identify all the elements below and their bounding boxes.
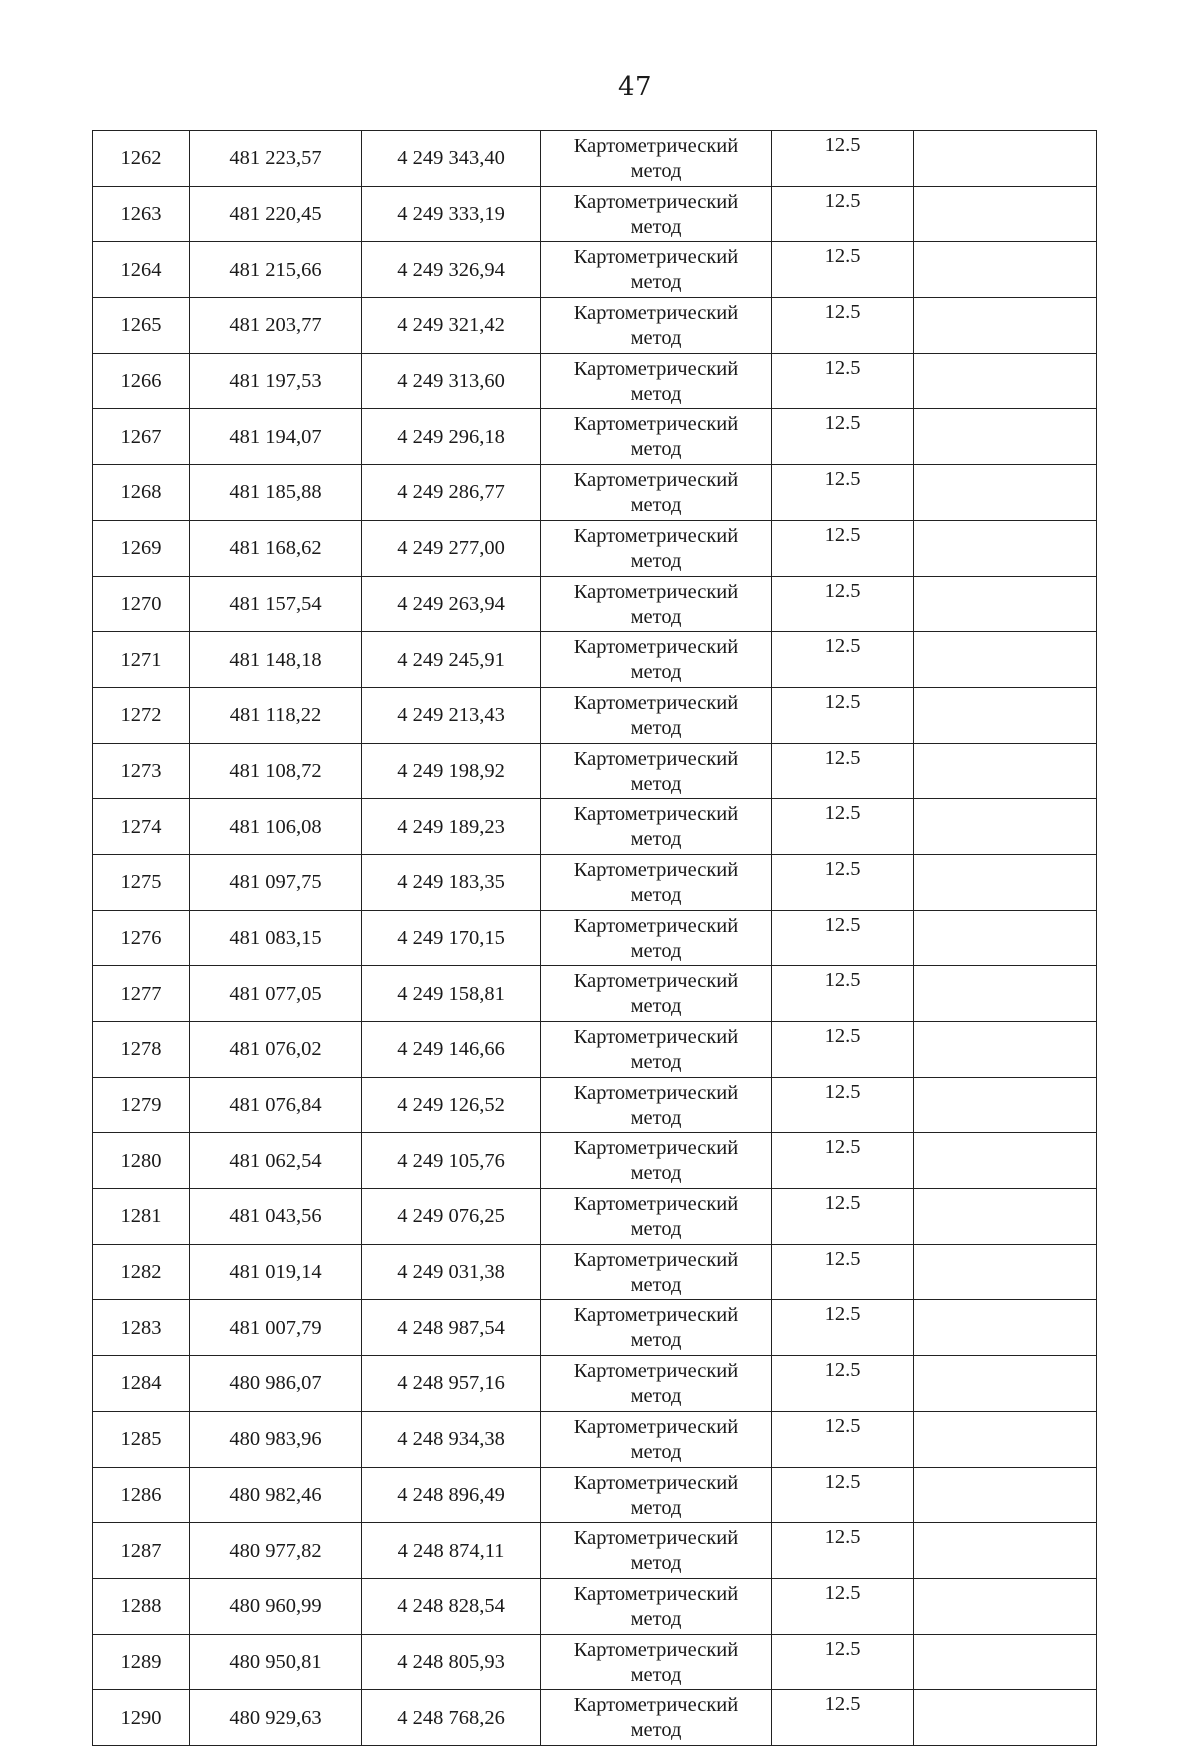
table-row [93, 242, 1097, 298]
point-number-cell: 1285 [93, 1411, 190, 1467]
point-number-cell: 1281 [93, 1189, 190, 1245]
point-number-cell: 1280 [93, 1133, 190, 1189]
method-line1: Картометрический [573, 246, 739, 269]
y-coordinate-cell: 4 249 263,94 [362, 576, 541, 632]
accuracy-cell: 12.5 [772, 687, 914, 743]
point-number-cell: 1276 [93, 910, 190, 966]
empty-cell [914, 1022, 1097, 1078]
table-row [93, 966, 1097, 1022]
method-line2: метод [630, 828, 682, 851]
point-number-cell: 1278 [93, 1022, 190, 1078]
method-cell [541, 465, 772, 521]
method-line1: Картометрический [573, 580, 739, 603]
method-line2: метод [630, 1552, 682, 1575]
x-coordinate-cell: 480 950,81 [190, 1634, 362, 1690]
table-row [93, 1300, 1097, 1356]
table-row [93, 353, 1097, 409]
method-line2: метод [630, 1607, 682, 1630]
point-number-cell: 1283 [93, 1300, 190, 1356]
point-number-cell: 1268 [93, 465, 190, 521]
empty-cell [914, 1077, 1097, 1133]
empty-cell [914, 520, 1097, 576]
y-coordinate-cell: 4 249 343,40 [362, 131, 541, 187]
y-coordinate-cell: 4 248 768,26 [362, 1690, 541, 1746]
method-line1: Картометрический [573, 135, 739, 157]
method-line1: Картометрический [573, 357, 739, 380]
point-number-cell: 1289 [93, 1634, 190, 1690]
method-line1: Картометрический [573, 1582, 739, 1605]
table-row [93, 131, 1097, 187]
method-line1: Картометрический [573, 1193, 739, 1216]
x-coordinate-cell: 481 106,08 [190, 799, 362, 855]
accuracy-cell: 12.5 [772, 1244, 914, 1300]
table-row [93, 1634, 1097, 1690]
y-coordinate-cell: 4 248 874,11 [362, 1523, 541, 1579]
method-cell [541, 1411, 772, 1467]
x-coordinate-cell: 481 118,22 [190, 687, 362, 743]
table-row [93, 1690, 1097, 1746]
table-row [93, 1578, 1097, 1634]
point-number-cell: 1266 [93, 353, 190, 409]
empty-cell [914, 131, 1097, 187]
table-row [93, 1077, 1097, 1133]
method-line1: Картометрический [573, 914, 739, 937]
method-line2: метод [630, 327, 682, 350]
method-line1: Картометрический [573, 302, 739, 325]
method-line2: метод [630, 772, 682, 795]
method-line1: Картометрический [573, 1471, 739, 1494]
accuracy-cell: 12.5 [772, 131, 914, 187]
method-line2: метод [630, 1385, 682, 1408]
point-number-cell: 1262 [93, 131, 190, 187]
method-cell [541, 1077, 772, 1133]
method-line2: метод [630, 1162, 682, 1185]
method-line2: метод [630, 1719, 682, 1742]
accuracy-cell: 12.5 [772, 409, 914, 465]
table-row [93, 1523, 1097, 1579]
method-line1: Картометрический [573, 1415, 739, 1438]
table-row [93, 465, 1097, 521]
method-cell [541, 1189, 772, 1245]
coordinates-table-body [93, 131, 1097, 1746]
accuracy-cell: 12.5 [772, 1690, 914, 1746]
method-cell [541, 1022, 772, 1078]
method-line1: Картометрический [573, 1638, 739, 1661]
point-number-cell: 1263 [93, 186, 190, 242]
y-coordinate-cell: 4 248 987,54 [362, 1300, 541, 1356]
empty-cell [914, 1523, 1097, 1579]
point-number-cell: 1282 [93, 1244, 190, 1300]
y-coordinate-cell: 4 249 326,94 [362, 242, 541, 298]
method-line2: метод [630, 1440, 682, 1463]
method-cell [541, 576, 772, 632]
method-cell [541, 1690, 772, 1746]
point-number-cell: 1274 [93, 799, 190, 855]
method-line1: Картометрический [573, 970, 739, 993]
x-coordinate-cell: 480 983,96 [190, 1411, 362, 1467]
x-coordinate-cell: 481 220,45 [190, 186, 362, 242]
y-coordinate-cell: 4 249 245,91 [362, 632, 541, 688]
x-coordinate-cell: 481 083,15 [190, 910, 362, 966]
table-row [93, 186, 1097, 242]
method-cell [541, 1523, 772, 1579]
empty-cell [914, 1356, 1097, 1412]
x-coordinate-cell: 481 223,57 [190, 131, 362, 187]
method-line2: метод [630, 1218, 682, 1241]
empty-cell [914, 966, 1097, 1022]
accuracy-cell: 12.5 [772, 854, 914, 910]
method-line1: Картометрический [573, 190, 739, 213]
method-line1: Картометрический [573, 524, 739, 547]
empty-cell [914, 1189, 1097, 1245]
empty-cell [914, 1690, 1097, 1746]
y-coordinate-cell: 4 249 076,25 [362, 1189, 541, 1245]
method-line1: Картометрический [573, 1137, 739, 1160]
method-cell [541, 1300, 772, 1356]
x-coordinate-cell: 481 203,77 [190, 298, 362, 354]
method-line2: метод [630, 661, 682, 684]
table-row [93, 687, 1097, 743]
accuracy-cell: 12.5 [772, 966, 914, 1022]
table-row [93, 743, 1097, 799]
empty-cell [914, 242, 1097, 298]
y-coordinate-cell: 4 249 313,60 [362, 353, 541, 409]
empty-cell [914, 353, 1097, 409]
point-number-cell: 1277 [93, 966, 190, 1022]
method-cell [541, 799, 772, 855]
method-cell [541, 409, 772, 465]
point-number-cell: 1290 [93, 1690, 190, 1746]
method-line1: Картометрический [573, 1360, 739, 1383]
y-coordinate-cell: 4 249 213,43 [362, 687, 541, 743]
empty-cell [914, 632, 1097, 688]
table-row [93, 632, 1097, 688]
x-coordinate-cell: 481 097,75 [190, 854, 362, 910]
y-coordinate-cell: 4 249 170,15 [362, 910, 541, 966]
accuracy-cell: 12.5 [772, 186, 914, 242]
method-line2: метод [630, 1051, 682, 1073]
point-number-cell: 1279 [93, 1077, 190, 1133]
y-coordinate-cell: 4 249 105,76 [362, 1133, 541, 1189]
point-number-cell: 1287 [93, 1523, 190, 1579]
empty-cell [914, 1411, 1097, 1467]
x-coordinate-cell: 480 977,82 [190, 1523, 362, 1579]
empty-cell [914, 576, 1097, 632]
method-line2: метод [630, 1329, 682, 1352]
accuracy-cell: 12.5 [772, 520, 914, 576]
method-cell [541, 298, 772, 354]
accuracy-cell: 12.5 [772, 1634, 914, 1690]
point-number-cell: 1288 [93, 1578, 190, 1634]
x-coordinate-cell: 481 108,72 [190, 743, 362, 799]
method-line1: Картометрический [573, 1527, 739, 1550]
table-row [93, 799, 1097, 855]
method-cell [541, 1133, 772, 1189]
table-row [93, 854, 1097, 910]
empty-cell [914, 1133, 1097, 1189]
method-line1: Картометрический [573, 858, 739, 881]
table-row [93, 910, 1097, 966]
accuracy-cell: 12.5 [772, 353, 914, 409]
y-coordinate-cell: 4 249 158,81 [362, 966, 541, 1022]
y-coordinate-cell: 4 249 333,19 [362, 186, 541, 242]
table-row [93, 1467, 1097, 1523]
method-line1: Картометрический [573, 1248, 739, 1271]
method-cell [541, 910, 772, 966]
method-line1: Картометрический [573, 469, 739, 492]
y-coordinate-cell: 4 249 189,23 [362, 799, 541, 855]
point-number-cell: 1284 [93, 1356, 190, 1412]
coordinates-table [92, 130, 1097, 1746]
method-line2: метод [630, 1106, 682, 1129]
point-number-cell: 1275 [93, 854, 190, 910]
x-coordinate-cell: 480 982,46 [190, 1467, 362, 1523]
y-coordinate-cell: 4 248 828,54 [362, 1578, 541, 1634]
method-cell [541, 743, 772, 799]
accuracy-cell: 12.5 [772, 298, 914, 354]
y-coordinate-cell: 4 249 183,35 [362, 854, 541, 910]
empty-cell [914, 910, 1097, 966]
method-line2: метод [630, 883, 682, 906]
y-coordinate-cell: 4 249 031,38 [362, 1244, 541, 1300]
table-row [93, 1244, 1097, 1300]
method-line1: Картометрический [573, 803, 739, 826]
point-number-cell: 1270 [93, 576, 190, 632]
accuracy-cell: 12.5 [772, 576, 914, 632]
method-line2: метод [630, 605, 682, 628]
x-coordinate-cell: 481 007,79 [190, 1300, 362, 1356]
empty-cell [914, 1300, 1097, 1356]
x-coordinate-cell: 481 019,14 [190, 1244, 362, 1300]
accuracy-cell: 12.5 [772, 1467, 914, 1523]
table-row [93, 576, 1097, 632]
x-coordinate-cell: 480 929,63 [190, 1690, 362, 1746]
point-number-cell: 1269 [93, 520, 190, 576]
accuracy-cell: 12.5 [772, 1077, 914, 1133]
method-cell [541, 1634, 772, 1690]
table-row [93, 1189, 1097, 1245]
method-cell [541, 1244, 772, 1300]
point-number-cell: 1265 [93, 298, 190, 354]
y-coordinate-cell: 4 249 296,18 [362, 409, 541, 465]
y-coordinate-cell: 4 249 146,66 [362, 1022, 541, 1078]
method-line2: метод [630, 438, 682, 461]
page-number: 47 [617, 72, 653, 102]
point-number-cell: 1264 [93, 242, 190, 298]
method-line2: метод [630, 1496, 682, 1519]
method-line1: Картометрический [573, 1304, 739, 1327]
accuracy-cell: 12.5 [772, 465, 914, 521]
method-line2: метод [630, 215, 682, 238]
x-coordinate-cell: 481 062,54 [190, 1133, 362, 1189]
method-cell [541, 1356, 772, 1412]
empty-cell [914, 409, 1097, 465]
accuracy-cell: 12.5 [772, 1578, 914, 1634]
method-line1: Картометрический [573, 636, 739, 659]
empty-cell [914, 1578, 1097, 1634]
y-coordinate-cell: 4 249 126,52 [362, 1077, 541, 1133]
accuracy-cell: 12.5 [772, 1411, 914, 1467]
method-line2: метод [630, 1273, 682, 1296]
empty-cell [914, 743, 1097, 799]
point-number-cell: 1273 [93, 743, 190, 799]
x-coordinate-cell: 480 986,07 [190, 1356, 362, 1412]
method-cell [541, 1467, 772, 1523]
accuracy-cell: 12.5 [772, 1300, 914, 1356]
y-coordinate-cell: 4 249 198,92 [362, 743, 541, 799]
accuracy-cell: 12.5 [772, 632, 914, 688]
table-row [93, 1022, 1097, 1078]
method-line2: метод [630, 549, 682, 572]
accuracy-cell: 12.5 [772, 242, 914, 298]
table-row [93, 1133, 1097, 1189]
y-coordinate-cell: 4 249 286,77 [362, 465, 541, 521]
x-coordinate-cell: 481 185,88 [190, 465, 362, 521]
method-line1: Картометрический [573, 747, 739, 770]
method-line2: метод [630, 939, 682, 962]
y-coordinate-cell: 4 248 805,93 [362, 1634, 541, 1690]
accuracy-cell: 12.5 [772, 1523, 914, 1579]
method-cell [541, 687, 772, 743]
table-row [93, 520, 1097, 576]
table-row [93, 409, 1097, 465]
empty-cell [914, 1634, 1097, 1690]
empty-cell [914, 186, 1097, 242]
empty-cell [914, 465, 1097, 521]
point-number-cell: 1267 [93, 409, 190, 465]
accuracy-cell: 12.5 [772, 1189, 914, 1245]
accuracy-cell: 12.5 [772, 1356, 914, 1412]
x-coordinate-cell: 480 960,99 [190, 1578, 362, 1634]
empty-cell [914, 687, 1097, 743]
empty-cell [914, 1244, 1097, 1300]
x-coordinate-cell: 481 076,84 [190, 1077, 362, 1133]
method-line1: Картометрический [573, 691, 739, 714]
method-cell [541, 632, 772, 688]
accuracy-cell: 12.5 [772, 1022, 914, 1078]
method-cell [541, 520, 772, 576]
point-number-cell: 1272 [93, 687, 190, 743]
y-coordinate-cell: 4 248 896,49 [362, 1467, 541, 1523]
accuracy-cell: 12.5 [772, 743, 914, 799]
method-line1: Картометрический [573, 1694, 739, 1717]
point-number-cell: 1286 [93, 1467, 190, 1523]
y-coordinate-cell: 4 248 957,16 [362, 1356, 541, 1412]
method-line1: Картометрический [573, 413, 739, 436]
method-line1: Картометрический [573, 1081, 739, 1104]
empty-cell [914, 298, 1097, 354]
method-cell [541, 131, 772, 187]
x-coordinate-cell: 481 077,05 [190, 966, 362, 1022]
x-coordinate-cell: 481 194,07 [190, 409, 362, 465]
x-coordinate-cell: 481 157,54 [190, 576, 362, 632]
method-line2: метод [630, 716, 682, 739]
method-line2: метод [630, 271, 682, 294]
empty-cell [914, 854, 1097, 910]
method-line2: метод [630, 494, 682, 517]
y-coordinate-cell: 4 248 934,38 [362, 1411, 541, 1467]
method-cell [541, 242, 772, 298]
method-cell [541, 353, 772, 409]
x-coordinate-cell: 481 197,53 [190, 353, 362, 409]
table-row [93, 1411, 1097, 1467]
accuracy-cell: 12.5 [772, 799, 914, 855]
y-coordinate-cell: 4 249 277,00 [362, 520, 541, 576]
x-coordinate-cell: 481 043,56 [190, 1189, 362, 1245]
empty-cell [914, 799, 1097, 855]
point-number-cell: 1271 [93, 632, 190, 688]
x-coordinate-cell: 481 148,18 [190, 632, 362, 688]
method-cell [541, 966, 772, 1022]
x-coordinate-cell: 481 215,66 [190, 242, 362, 298]
method-cell [541, 854, 772, 910]
x-coordinate-cell: 481 076,02 [190, 1022, 362, 1078]
x-coordinate-cell: 481 168,62 [190, 520, 362, 576]
method-line2: метод [630, 995, 682, 1018]
table-row [93, 298, 1097, 354]
table-row [93, 1356, 1097, 1412]
method-line2: метод [630, 160, 682, 182]
method-line1: Картометрический [573, 1026, 739, 1048]
accuracy-cell: 12.5 [772, 910, 914, 966]
method-cell [541, 186, 772, 242]
accuracy-cell: 12.5 [772, 1133, 914, 1189]
method-line2: метод [630, 382, 682, 405]
y-coordinate-cell: 4 249 321,42 [362, 298, 541, 354]
method-cell [541, 1578, 772, 1634]
method-line2: метод [630, 1663, 682, 1686]
empty-cell [914, 1467, 1097, 1523]
